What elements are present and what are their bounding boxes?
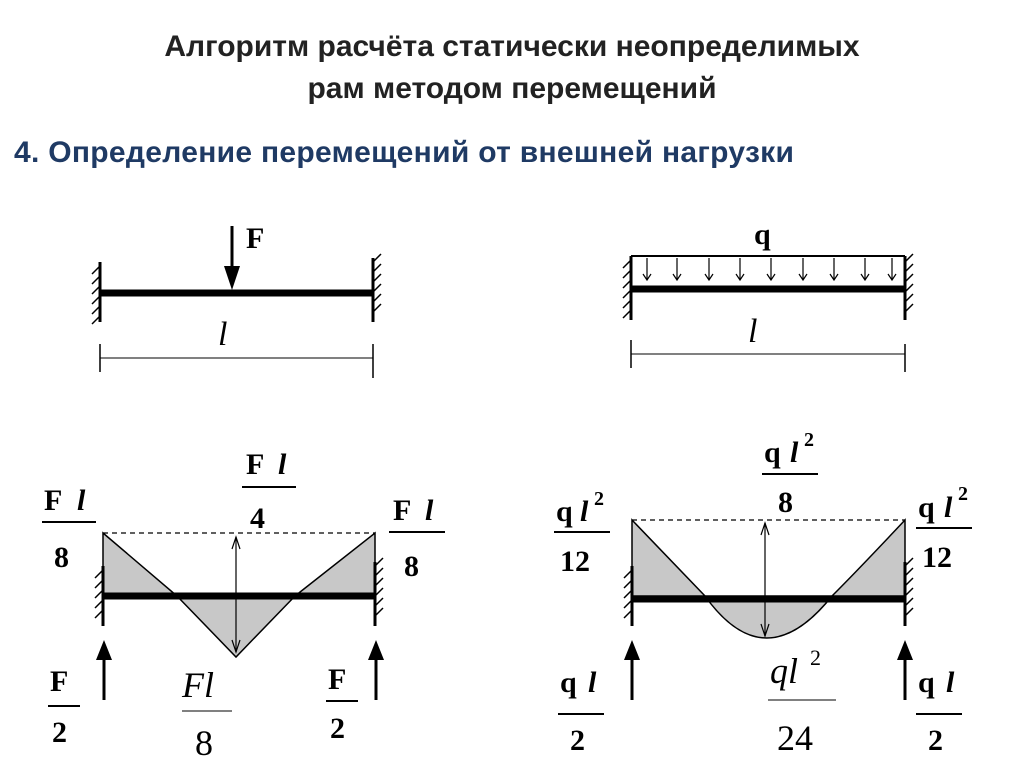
- mid-moment-bottom: 8: [778, 486, 793, 519]
- left-moment-top: q: [556, 495, 573, 528]
- right-moment-bottom: 8: [404, 550, 419, 583]
- reaction-right-head: [368, 640, 384, 660]
- moment-area-right: [295, 533, 375, 596]
- beam-distributed-load: [623, 218, 913, 372]
- moment-area-left: [103, 533, 177, 596]
- right-moment-exp: 2: [958, 483, 968, 505]
- reaction-left-head: [96, 640, 112, 660]
- reaction-right-top: F: [328, 663, 347, 696]
- reaction-left-top: F: [50, 665, 69, 698]
- left-moment-exp: 2: [594, 488, 604, 510]
- reaction-left-bottom: 2: [570, 724, 585, 757]
- subtitle: 4. Определение перемещений от внешней нагрузки: [14, 136, 795, 169]
- right-moment-bottom: 12: [922, 541, 952, 574]
- load-label: q: [754, 218, 771, 251]
- right-moment-var: l: [944, 491, 953, 524]
- right-moment-var: l: [425, 494, 434, 527]
- reaction-left-bottom: 2: [52, 716, 67, 749]
- moment-area-left: [632, 520, 705, 596]
- reaction-right-bottom: 2: [330, 712, 345, 745]
- span-label: l: [748, 313, 758, 350]
- mid-result-top: ql: [770, 651, 799, 691]
- reaction-right-head: [897, 640, 913, 660]
- reaction-right-top: q: [918, 666, 935, 699]
- span-label: l: [218, 316, 228, 353]
- right-moment-top: F: [393, 494, 412, 527]
- moment-diagram-distributed: [554, 429, 972, 758]
- mid-moment-var: l: [790, 436, 799, 469]
- mid-moment-top: F: [246, 448, 265, 481]
- left-moment-bottom: 12: [560, 545, 590, 578]
- right-moment-top: q: [918, 491, 935, 524]
- mid-result-exp: 2: [810, 645, 821, 670]
- title-line-2: рам методом перемещений: [307, 72, 717, 105]
- title-line-1: Алгоритм расчёта статически неопределимых: [164, 30, 860, 63]
- load-arrows: [643, 258, 896, 280]
- left-moment-bottom: 8: [54, 541, 69, 574]
- load-arrow-head: [224, 266, 240, 290]
- reaction-left-head: [624, 640, 640, 660]
- reaction-left-var: l: [588, 666, 597, 699]
- load-label: F: [246, 222, 265, 255]
- moment-diagram-point: [42, 448, 445, 763]
- mid-result-bottom: 24: [777, 718, 813, 758]
- mid-moment-var: l: [278, 448, 287, 481]
- left-moment-var: l: [77, 484, 86, 517]
- beam-point-load: [92, 222, 381, 378]
- left-moment-var: l: [580, 495, 589, 528]
- reaction-right-var: l: [946, 666, 955, 699]
- mid-result-bottom: 8: [195, 723, 213, 763]
- reaction-right-bottom: 2: [928, 724, 943, 757]
- mid-moment-top: q: [764, 436, 781, 469]
- moment-area-right: [832, 520, 905, 596]
- reaction-left-top: q: [560, 666, 577, 699]
- mid-moment-bottom: 4: [250, 502, 265, 535]
- left-moment-top: F: [44, 484, 63, 517]
- mid-result-top: Fl: [182, 665, 214, 705]
- mid-moment-exp: 2: [804, 429, 814, 451]
